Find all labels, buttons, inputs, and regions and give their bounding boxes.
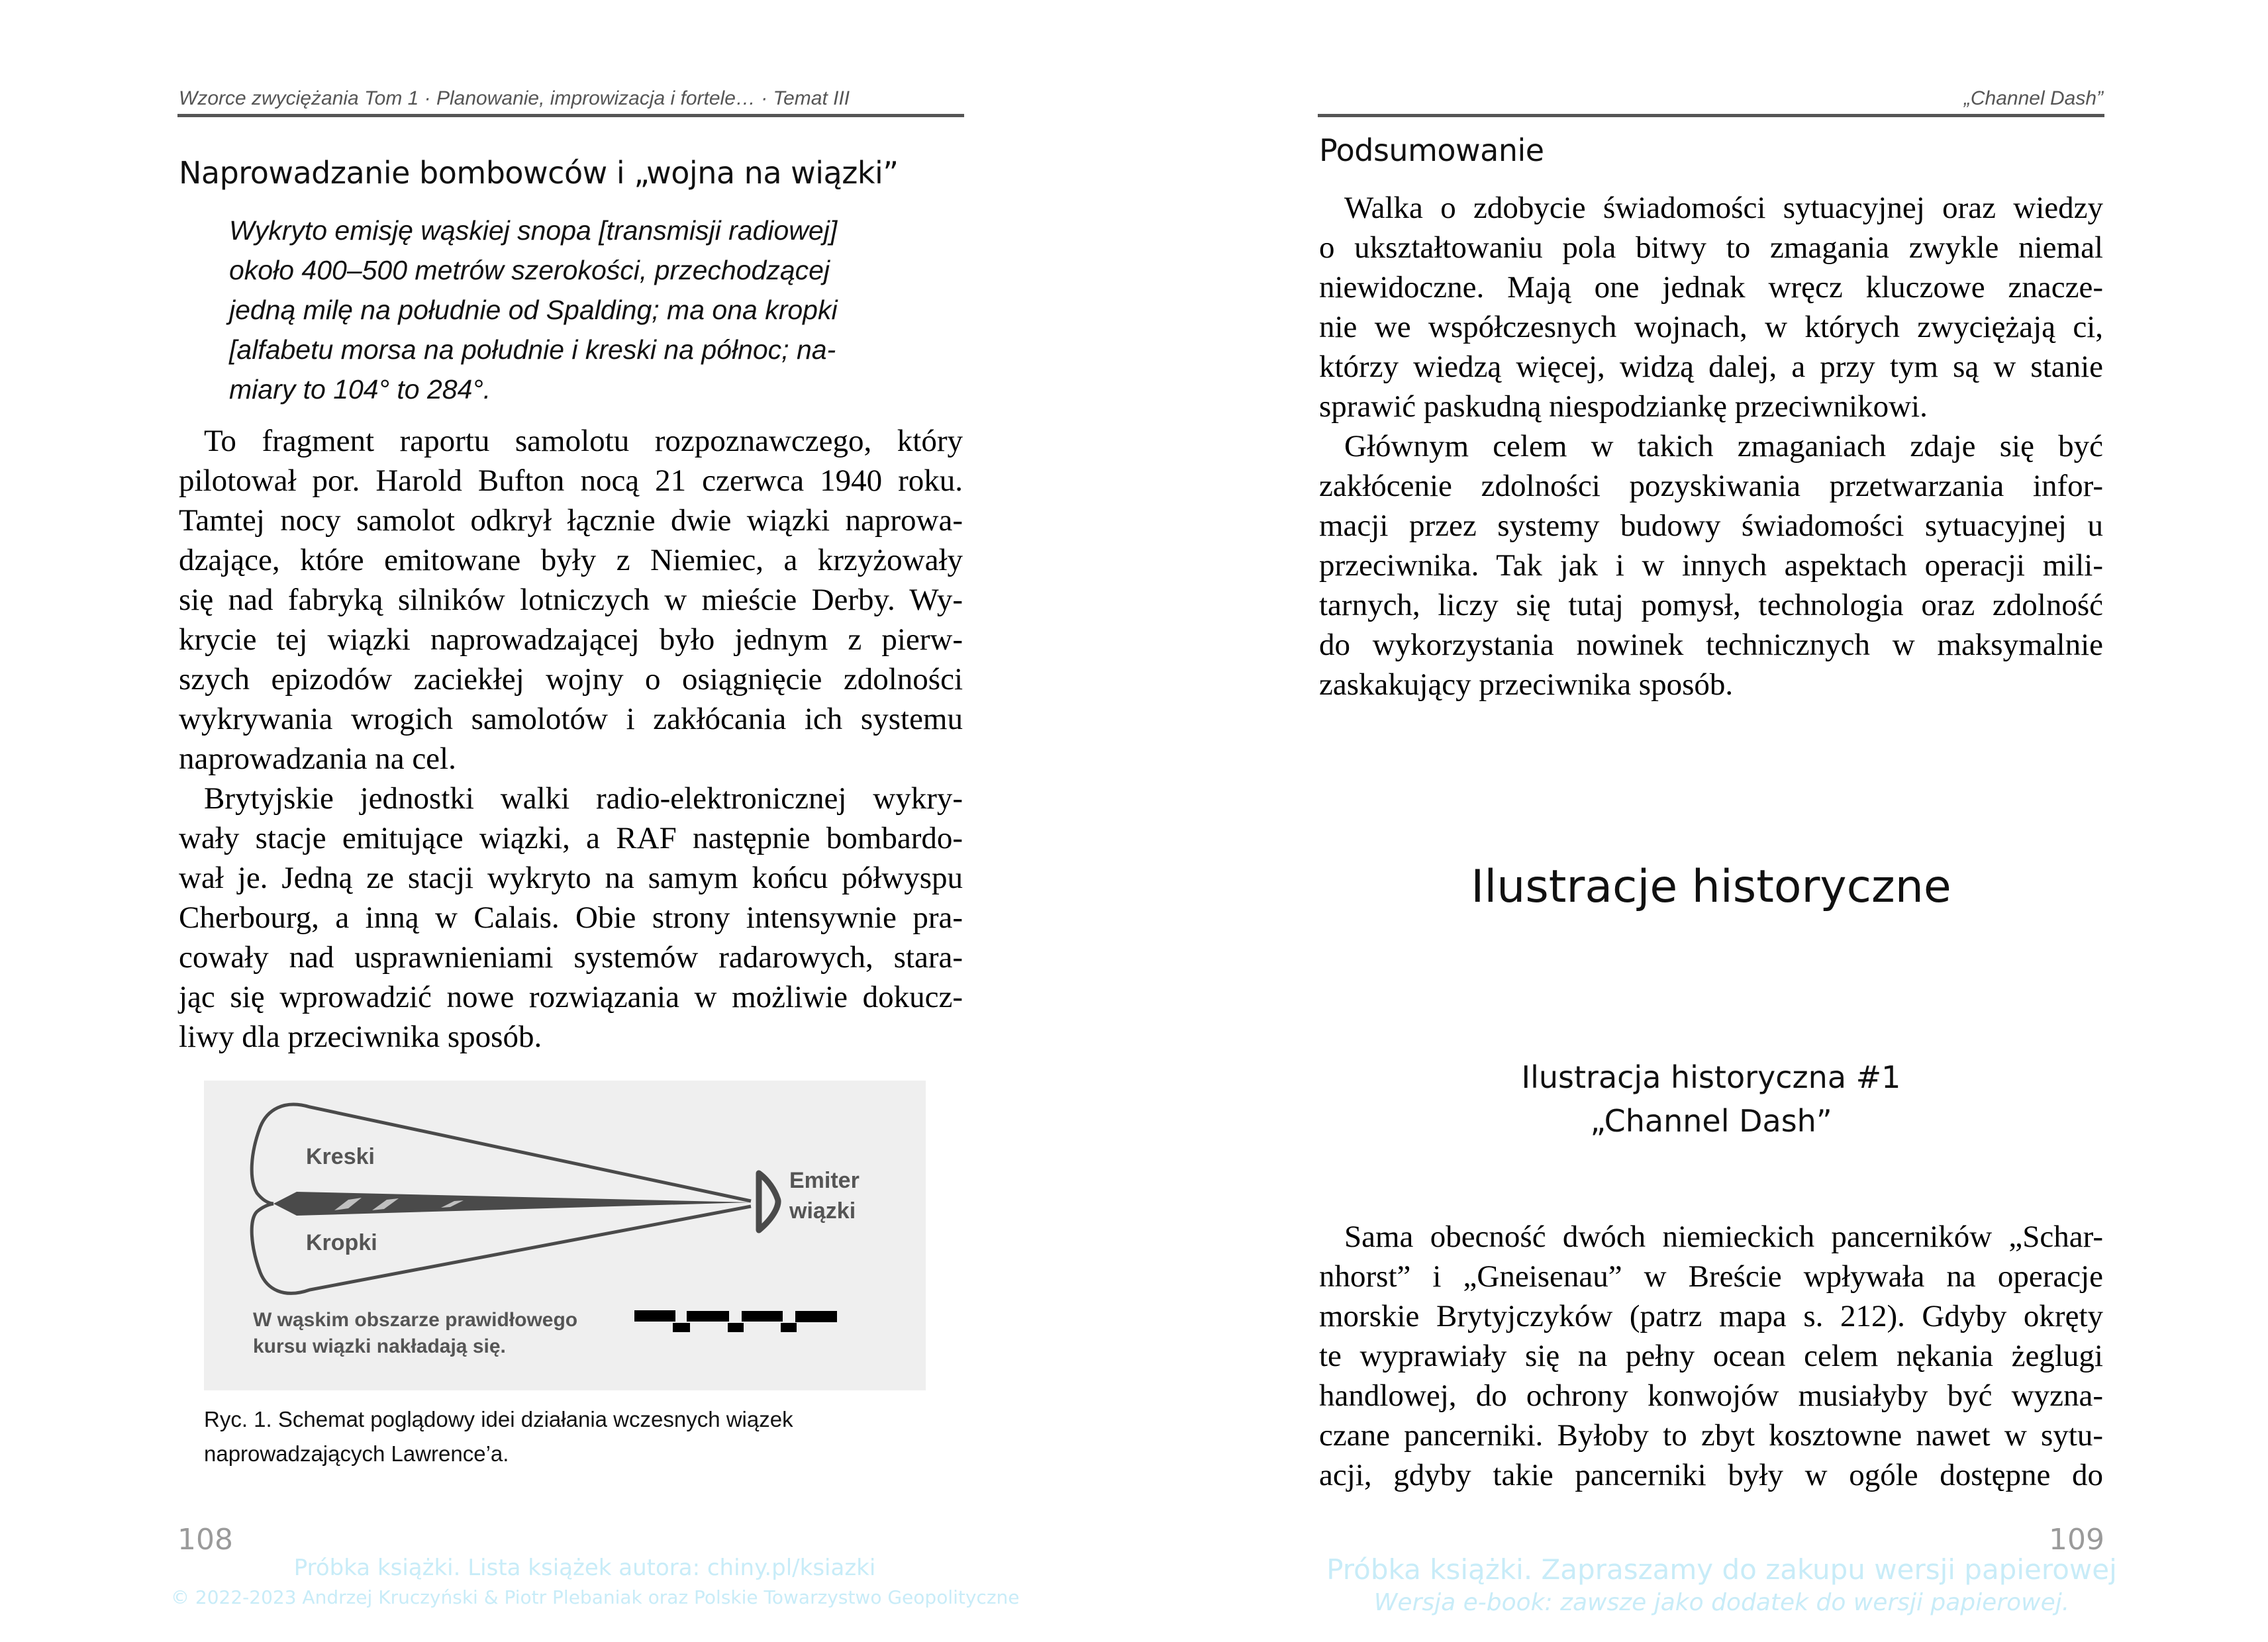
text-line: Walka o zdobycie świadomości sytuacyjnej oraz wiedzy <box>1344 191 2103 225</box>
morse-dash <box>742 1311 783 1322</box>
figure-note <box>253 1307 577 1360</box>
text-line: do wykorzystania nowinek technicznych w maksymalnie <box>1319 628 2103 662</box>
label-emitter-line1: Emiter <box>789 1168 860 1193</box>
text-line: dzające, które emitowane były z Niemiec, a krzyżowały <box>179 543 963 577</box>
text-line: pilotował por. Harold Bufton nocą 21 czerwca 1940 roku. <box>179 463 963 498</box>
paragraph <box>179 779 963 1057</box>
page-number: 108 <box>177 1523 233 1557</box>
text-line: którzy wiedzą więcej, widzą dalej, a przy tym są w stanie <box>1319 350 2103 384</box>
paragraph <box>1319 426 2103 704</box>
subchapter-subtitle: „Channel Dash” <box>1590 1103 1832 1139</box>
text-line: liwy dla przeciwnika sposób. <box>179 1020 542 1054</box>
paragraph <box>1319 1217 2103 1495</box>
label-emitter-line2: wiązki <box>789 1198 856 1224</box>
text-line: wykrywania wrogich samolotów i zakłócania ich systemu <box>179 702 963 736</box>
emitter-icon <box>759 1173 778 1230</box>
text-line: Tamtej nocy samolot odkrył łącznie dwie wiązki naprowa- <box>179 503 963 538</box>
left-page <box>171 0 1020 1642</box>
text-line: szych epizodów zaciekłej wojny o osiągnięcie zdolności <box>179 662 963 697</box>
section-title: Podsumowanie <box>1319 132 1544 168</box>
running-head-left <box>177 85 964 117</box>
running-head-text: Wzorce zwyciężania Tom 1 · Planowanie, improwizacja i fortele… · Temat III <box>179 87 850 109</box>
caption-line: Ryc. 1. Schemat poglądowy idei działania wczesnych wiązek <box>204 1407 793 1431</box>
page-number: 109 <box>2049 1523 2104 1557</box>
text-line: handlowej, do ochrony konwojów musiałyby być wyzna- <box>1319 1378 2103 1413</box>
figure-note-line: W wąskim obszarze prawidłowego <box>253 1309 578 1331</box>
text-line: naprowadzania na cel. <box>179 742 456 776</box>
text-line: acji, gdyby takie pancerniki były w ogóle dostępne do <box>1319 1458 2103 1492</box>
morse-code-icon <box>634 1310 837 1332</box>
text-line: czane pancerniki. Byłoby to zbyt kosztowne nawet w sytu- <box>1319 1418 2103 1453</box>
block-quote <box>229 211 911 409</box>
watermark-copyright: © 2022-2023 Andrzej Kruczyński & Piotr Plebaniak oraz Polskie Towarzystwo Geopolityczne <box>171 1586 1020 1608</box>
quote-line: [alfabetu morsa na południe i kreski na północ; na- <box>229 334 836 365</box>
text-line: niewidoczne. Mają one jednak wręcz kluczowe znacze- <box>1319 270 2103 305</box>
text-line: Cherbourg, a inną w Calais. Obie strony intensywnie pra- <box>179 900 963 935</box>
label-kropki: Kropki <box>306 1230 377 1255</box>
paragraph <box>1319 188 2103 426</box>
text-line: morskie Brytyjczyków (patrz mapa s. 212). Gdyby okręty <box>1319 1299 2103 1333</box>
watermark-sample-notice: Próbka książki. Lista książek autora: chiny.pl/ksiazki <box>293 1555 876 1581</box>
quote-line: Wykryto emisję wąskiej snopa [transmisji radiowej] <box>229 215 838 246</box>
figure-note-line: kursu wiązki nakładają się. <box>253 1335 506 1357</box>
text-line: o ukształtowaniu pola bitwy to zmagania zwykle niemal <box>1319 230 2103 265</box>
text-line: nie we współczesnych wojnach, w których zwyciężają ci, <box>1319 310 2103 344</box>
quote-line: około 400–500 metrów szerokości, przechodzącej <box>229 255 830 285</box>
caption-line: naprowadzających Lawrence’a. <box>204 1441 509 1466</box>
text-line: krycie tej wiązki naprowadzającej było jednym z pierw- <box>179 622 963 657</box>
quote-line: jedną milę na południe od Spalding; ma ona kropki <box>229 295 838 325</box>
figure-caption <box>204 1402 932 1471</box>
text-line: wały stacje emitujące wiązki, a RAF następnie bombardo- <box>179 821 963 855</box>
text-line: zaskakujący przeciwnika sposób. <box>1319 667 1734 702</box>
right-page <box>1318 0 2117 1642</box>
morse-dash <box>634 1310 675 1322</box>
text-line: cowały nad usprawnieniami systemów radarowych, stara- <box>179 940 963 975</box>
paragraph <box>179 421 963 779</box>
text-line: To fragment raportu samolotu rozpoznawczego, który <box>204 424 963 458</box>
running-head-right <box>1318 85 2104 117</box>
text-line: wał je. Jedną ze stacji wykryto na samym końcu półwyspu <box>179 861 963 895</box>
text-line: tarnych, liczy się tutaj pomysł, technologia oraz zdolność <box>1319 588 2103 622</box>
running-head-text: „Channel Dash” <box>1963 87 2103 109</box>
watermark-ebook-note: Wersja e-book: zawsze jako dodatek do wersji papierowej. <box>1373 1589 2070 1616</box>
text-line: sprawić paskudną niespodziankę przeciwnikowi. <box>1319 389 1928 424</box>
text-line: Sama obecność dwóch niemieckich pancerników „Schar- <box>1344 1220 2103 1254</box>
text-line: Głównym celem w takich zmaganiach zdaje się być <box>1344 429 2103 463</box>
morse-dash <box>795 1311 837 1322</box>
label-kreski: Kreski <box>306 1144 375 1169</box>
morse-dot <box>728 1323 744 1332</box>
section-title: Naprowadzanie bombowców i „wojna na wiązki” <box>179 155 899 191</box>
text-line: przeciwnika. Tak jak i w innych aspektach operacji mili- <box>1319 548 2103 583</box>
text-line: się nad fabryką silników lotniczych w mieście Derby. Wy- <box>179 583 963 617</box>
text-line: nhorst” i „Gneisenau” w Breście wpływała na operacje <box>1319 1259 2103 1294</box>
text-line: Brytyjskie jednostki walki radio-elektronicznej wykry- <box>204 781 963 816</box>
watermark-sample-notice: Próbka książki. Zapraszamy do zakupu wersji papierowej <box>1326 1553 2117 1586</box>
text-line: zakłócenie zdolności pozyskiwania przetwarzania infor- <box>1319 469 2103 503</box>
text-line: jąc się wprowadzić nowe rozwiązania w możliwie dokucz- <box>179 980 963 1014</box>
quote-line: miary to 104° to 284°. <box>229 374 491 405</box>
morse-dash <box>687 1311 729 1322</box>
subchapter-title: Ilustracja historyczna #1 <box>1521 1059 1901 1095</box>
morse-dot <box>781 1323 797 1332</box>
text-line: macji przez systemy budowy świadomości sytuacyjnej u <box>1319 508 2103 543</box>
morse-dot <box>673 1323 690 1332</box>
text-line: te wyprawiały się na pełny ocean celem nękania żeglugi <box>1319 1339 2103 1373</box>
chapter-title: Ilustracje historyczne <box>1471 861 1951 913</box>
beam-diagram-figure <box>204 1081 926 1390</box>
